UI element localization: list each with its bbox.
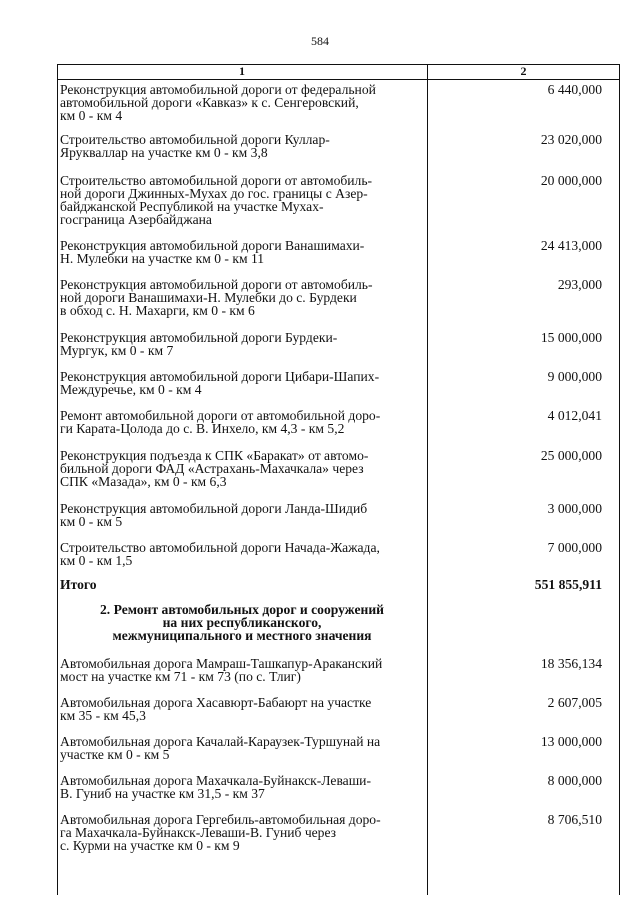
row-name: Автомобильная дорога Гергебиль-автомобильная доро- га Махачкала-Буйнакск-Леваши-В. Гуниб через с. Курми на участке км 0 - км 9 <box>60 812 381 853</box>
header-col-2: 2 <box>520 64 527 78</box>
total-value: 551 855,911 <box>534 577 602 592</box>
row-value: 8 706,510 <box>547 812 602 827</box>
row-value: 15 000,000 <box>540 330 602 345</box>
row-name: Реконструкция подъезда к СПК «Баракат» от автомо- бильной дороги ФАД «Астрахань-Махачкала» через СПК «Мазада», км 0 - км 6,3 <box>60 448 369 489</box>
row-value: 293,000 <box>557 277 602 292</box>
row-name: Реконструкция автомобильной дороги от автомобиль- ной дороги Ванашимахи-Н. Мулебки до с. Бурдеки в обход с. Н. Махарги, км 0 - км 6 <box>60 277 373 318</box>
row-value: 25 000,000 <box>540 448 602 463</box>
table-border-right <box>619 65 620 895</box>
header-col-1: 1 <box>239 64 245 78</box>
row-value: 9 000,000 <box>547 369 602 384</box>
row-name: Автомобильная дорога Махачкала-Буйнакск-Леваши- В. Гуниб на участке км 31,5 - км 37 <box>60 773 371 801</box>
row-name: Автомобильная дорога Качалай-Караузек-Туршунай на участке км 0 - км 5 <box>60 734 381 762</box>
row-name: Реконструкция автомобильной дороги Ланда-Шидиб км 0 - км 5 <box>60 501 368 529</box>
row-value: 13 000,000 <box>540 734 602 749</box>
row-value: 7 000,000 <box>547 540 602 555</box>
row-name: Строительство автомобильной дороги Начада-Жажада, км 0 - км 1,5 <box>60 540 380 568</box>
budget-table <box>57 64 620 895</box>
row-value: 3 000,000 <box>547 501 602 516</box>
row-name: Реконструкция автомобильной дороги Ванашимахи- Н. Мулебки на участке км 0 - км 11 <box>60 238 365 266</box>
row-value: 23 020,000 <box>540 132 602 147</box>
page-number: 584 <box>311 34 329 48</box>
row-name: Строительство автомобильной дороги от автомобиль- ной дороги Джинных-Мухах до гос. границы с Азер- байджанской Республикой на участке Мухах- госграница Азербайджана <box>60 173 373 227</box>
row-value: 24 413,000 <box>540 238 602 253</box>
row-value: 18 356,134 <box>540 656 602 671</box>
column-divider <box>427 65 428 895</box>
total-label: Итого <box>60 577 97 592</box>
row-name: Строительство автомобильной дороги Куллар- Ярукваллар на участке км 0 - км 3,8 <box>60 132 330 160</box>
row-name: Ремонт автомобильной дороги от автомобильной доро- ги Карата-Цолода до с. В. Инхело, км 4,3 - км 5,2 <box>60 408 381 436</box>
row-value: 8 000,000 <box>547 773 602 788</box>
section-title: 2. Ремонт автомобильных дорог и сооружений на них республиканского, межмуниципального и местного значения <box>99 602 384 643</box>
row-name: Реконструкция автомобильной дороги Цибари-Шапих- Междуречье, км 0 - км 4 <box>60 369 380 397</box>
row-value: 20 000,000 <box>540 173 602 188</box>
row-name: Реконструкция автомобильной дороги Бурдеки- Мургук, км 0 - км 7 <box>60 330 338 358</box>
row-name: Реконструкция автомобильной дороги от федеральной автомобильной дороги «Кавказ» к с. Сенгеровский, км 0 - км 4 <box>60 82 376 123</box>
row-value: 2 607,005 <box>547 695 602 710</box>
row-name: Автомобильная дорога Мамраш-Ташкапур-Араканский мост на участке км 71 - км 73 (по с. Тлиг) <box>60 656 383 684</box>
row-value: 4 012,041 <box>547 408 602 423</box>
row-value: 6 440,000 <box>547 82 602 97</box>
row-name: Автомобильная дорога Хасавюрт-Бабаюрт на участке км 35 - км 45,3 <box>60 695 372 723</box>
table-border-left <box>57 65 58 895</box>
table-header <box>57 65 620 80</box>
